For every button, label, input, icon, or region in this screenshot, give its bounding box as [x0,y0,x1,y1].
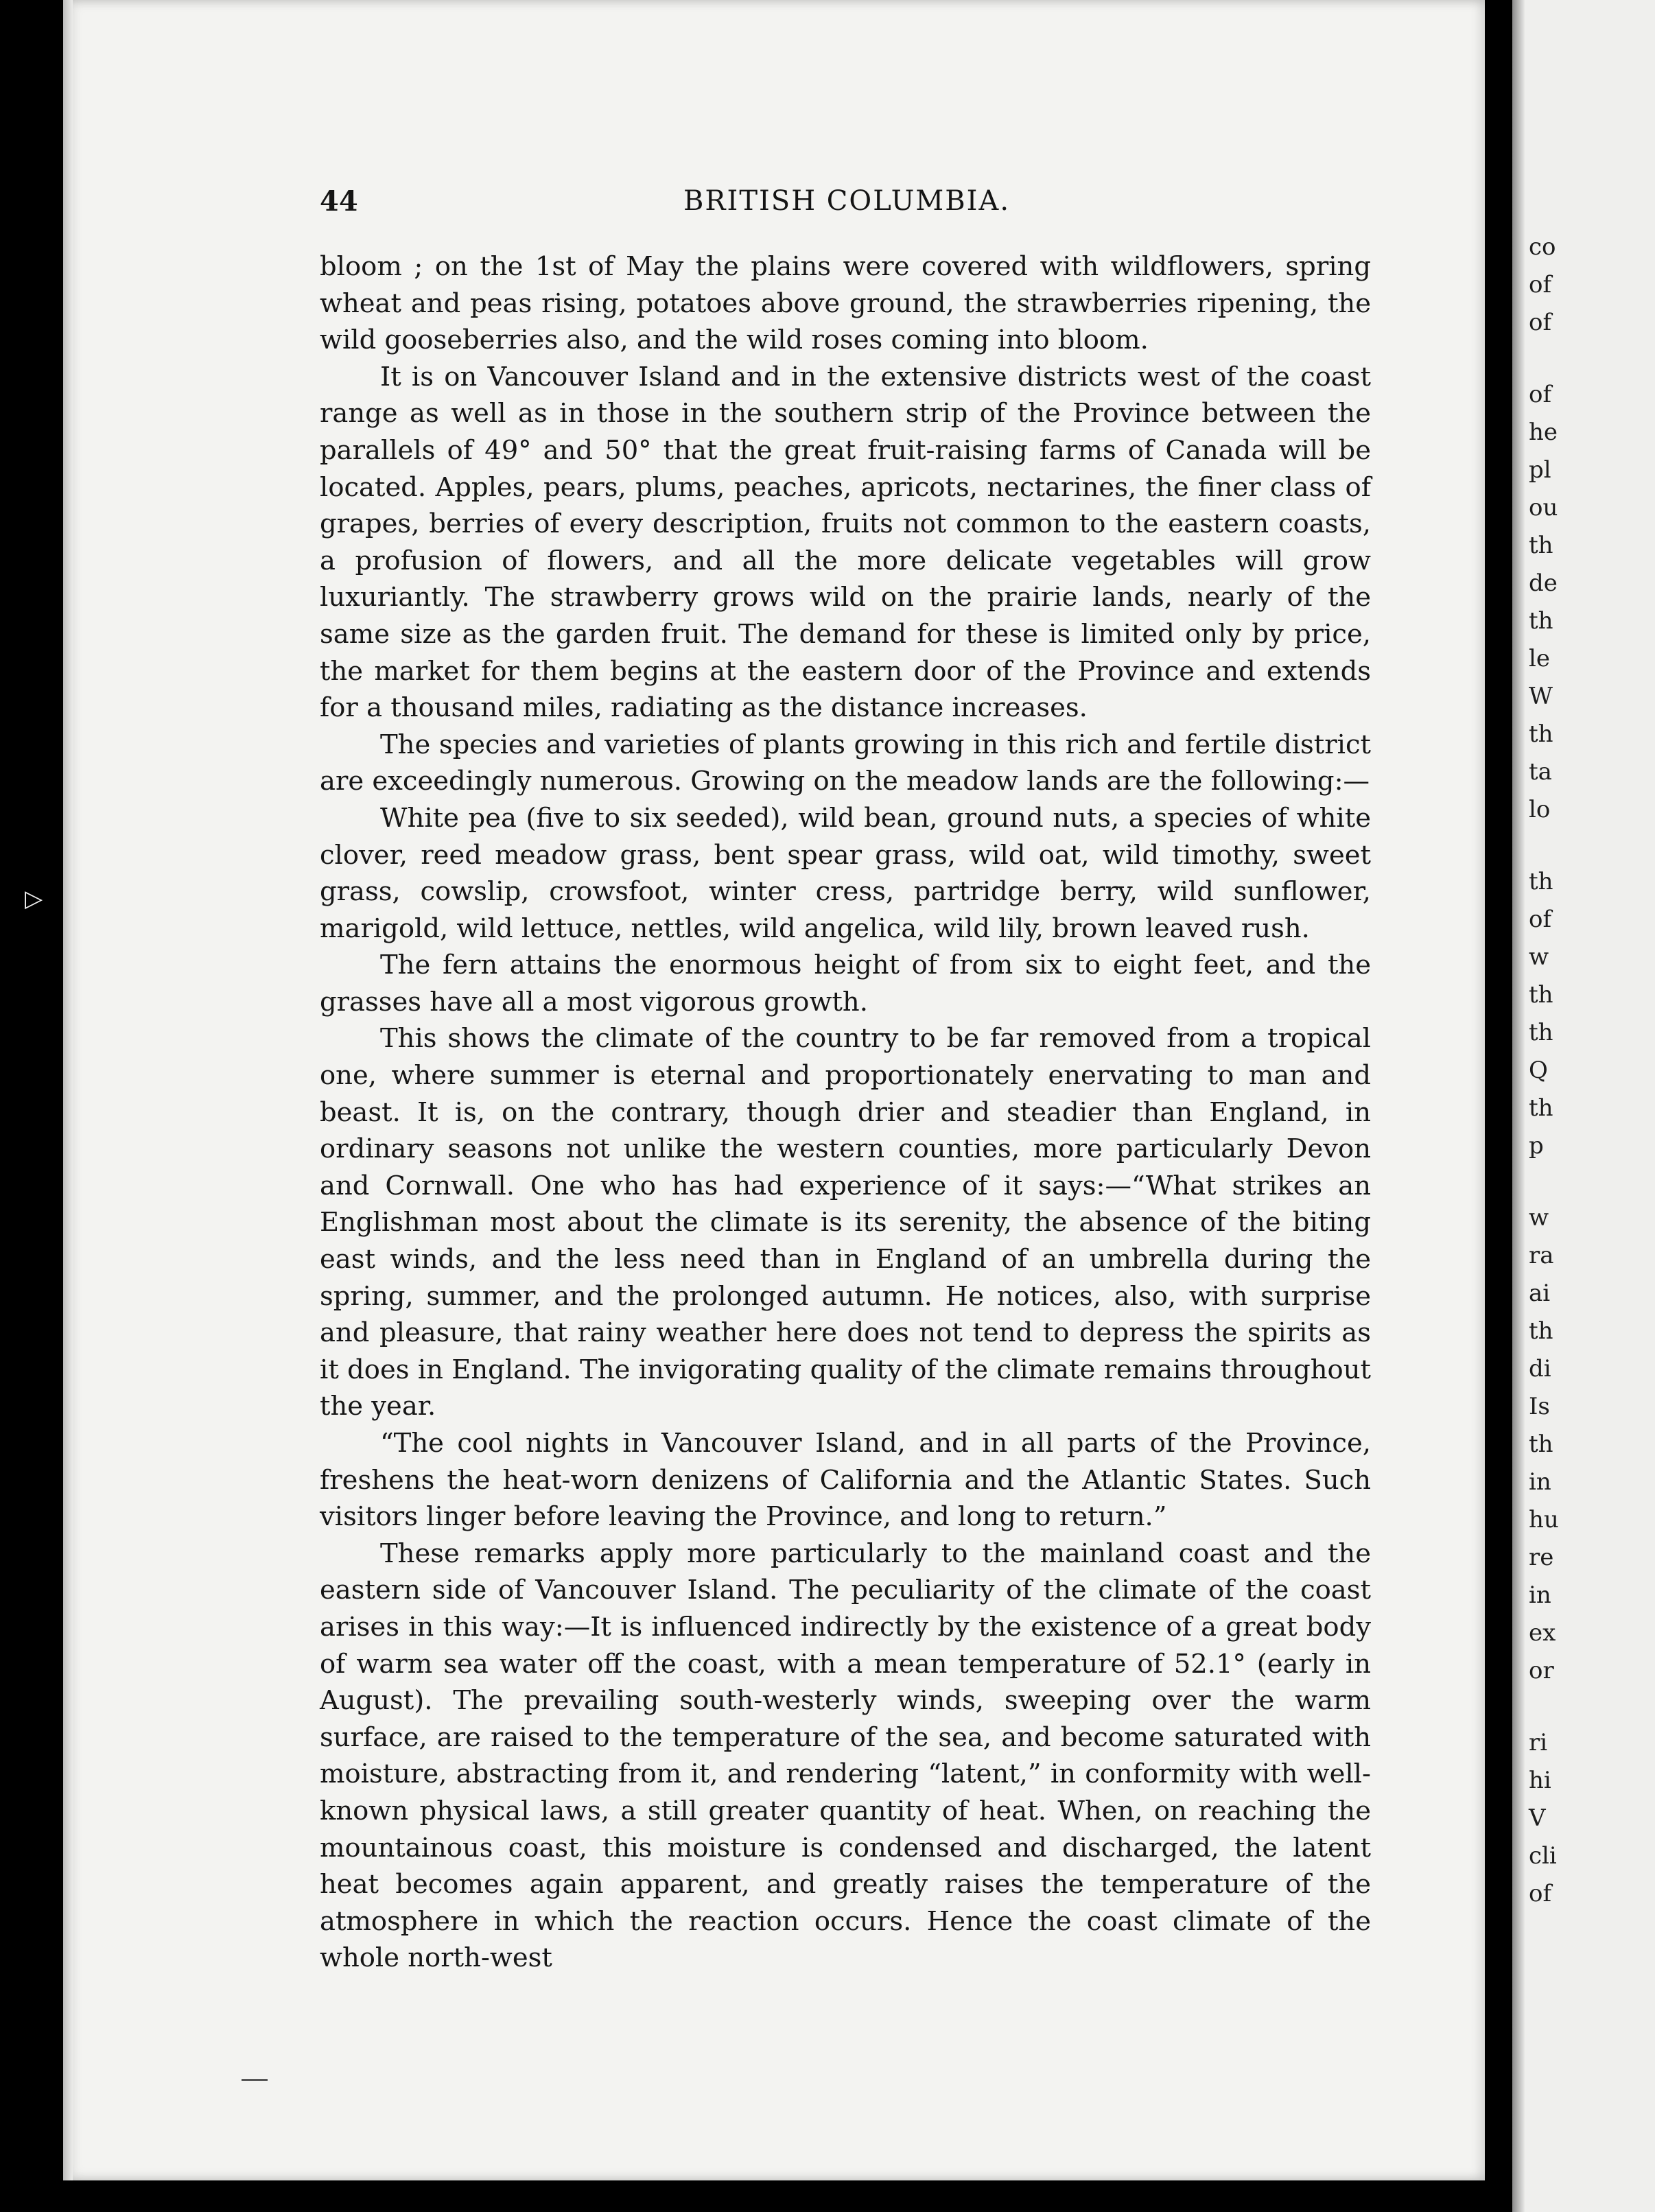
facing-page-fragment: of [1529,906,1552,933]
facing-page-fragment: th [1529,1094,1553,1122]
facing-page-fragment: of [1529,271,1552,298]
book-gutter [1485,0,1512,2212]
facing-page-fragment: ai [1529,1280,1551,1307]
paragraph-text: “The cool nights in Vancouver Island, and in all parts of the Province, freshens the heat-worn denizens of California and the Atlantic States. Such visitors linger before leaving the Province, and long to return.” [320,1428,1371,1533]
facing-page-fragment: di [1529,1355,1551,1382]
facing-page-fragment: cli [1529,1842,1557,1870]
paragraph-text: White pea (five to six seeded), wild bean, ground nuts, a species of white clover, reed meadow grass, bent spear grass, wild oat, wild timothy, sweet grass, cowslip, crowsfoot, winter cress, partridge berry, wild sunflower, marigold, wild lettuce, nettles, wild angelica, wild lily, brown leaved rush. [320,802,1371,944]
facing-page-fragment: ta [1529,758,1552,786]
paragraph-text: bloom ; on the 1st of May the plains were covered with wildflowers, spring wheat and peas rising, potatoes above ground, the strawberries ripening, the wild gooseberries also, and the wild roses coming into bloom. [320,251,1371,356]
paragraph [320,947,1371,1020]
facing-page-fragment: th [1529,1431,1553,1458]
facing-page-fragment: in [1529,1468,1551,1496]
facing-page-fragment: th [1529,607,1553,635]
paragraph [320,359,1371,727]
facing-page-fragment: th [1529,1019,1553,1046]
facing-page-fragment: le [1529,645,1550,672]
facing-page-fragment: V [1529,1804,1546,1832]
paragraph-text: The species and varieties of plants growing in this rich and fertile district are exceedingly numerous. Growing on the meadow lands are the following:— [320,729,1371,797]
body-text [320,248,1371,1977]
facing-page-fragment: co [1529,233,1556,261]
running-title: BRITISH COLUMBIA. [683,185,1011,217]
facing-page-edge [1512,0,1655,2212]
facing-page-fragment: of [1529,1880,1552,1907]
paragraph [320,1425,1371,1536]
facing-page-fragment: lo [1529,796,1551,823]
paragraph [320,1536,1371,1977]
paragraph [320,800,1371,947]
facing-page-fragment: re [1529,1544,1554,1571]
facing-page-fragment: of [1529,309,1552,336]
page-number: 44 [320,185,358,217]
facing-page-fragment: or [1529,1657,1554,1684]
paragraph-text: The fern attains the enormous height of from six to eight feet, and the grasses have all a most vigorous growth. [320,950,1371,1017]
facing-page-fragment: w [1529,943,1549,971]
facing-page-fragment: of [1529,381,1552,408]
facing-page-fragment: in [1529,1581,1551,1609]
paragraph-text: These remarks apply more particularly to the mainland coast and the eastern side of Vancouver Island. The peculiarity of the climate of the coast arises in this way:—It is influenced indirectly by the existence of a great body of warm sea water off the coast, with a mean temperature of 52.1° (early in August). The prevailing south-westerly winds, sweeping over the warm surface, are raised to the temperature of the sea, and become saturated with moisture, abstracting from it, and rendering “latent,” in conformity with well-known physical laws, a still greater quantity of heat. When, on reaching the mountainous coast, this moisture is condensed and discharged, the latent heat becomes again apparent, and greatly raises the temperature of the atmosphere in which the reaction occurs. Hence the coast climate of the whole north-west [320,1538,1371,1974]
facing-page-fragment: ex [1529,1619,1556,1647]
facing-page-fragment: ri [1529,1729,1548,1756]
paragraph-text: It is on Vancouver Island and in the extensive districts west of the coast range as well as in those in the southern strip of the Province between the parallels of 49° and 50° that the great fruit-raising farms of Canada will be located. Apples, pears, plums, peaches, apricots, nectarines, the finer class of grapes, berries of every description, fruits not common to the eastern coasts, a profusion of flowers, and all the more delicate vegetables will grow luxuriantly. The strawberry grows wild on the prairie lands, nearly of the same size as the garden fruit. The demand for these is limited only by price, the market for them begins at the eastern door of the Province and extends for a thousand miles, radiating as the distance increases. [320,361,1371,724]
facing-page-fragment: de [1529,569,1558,597]
facing-page-fragment: th [1529,1317,1553,1345]
facing-page-fragment: W [1529,683,1553,710]
facing-page-fragment: he [1529,419,1558,446]
facing-page-fragment: ra [1529,1242,1554,1269]
facing-page-fragment: ou [1529,494,1558,521]
facing-page-fragment: th [1529,981,1553,1009]
facing-page-fragment: w [1529,1204,1549,1232]
paragraph-continued [320,248,1371,359]
facing-page-fragment: th [1529,720,1553,748]
facing-page-fragment: th [1529,868,1553,895]
facing-page-fragment: th [1529,532,1553,559]
facing-page-fold [1512,0,1525,2212]
page-edge-shadow [63,0,73,2180]
facing-page-fragment: pl [1529,456,1551,484]
paragraph-text: This shows the climate of the country to be far removed from a tropical one, where summer is eternal and proportionately enervating to man and beast. It is, on the contrary, though drier and steadier than England, in ordinary seasons not unlike the western counties, more particularly Devon and Cornwall. One who has had experience of it says:—“What strikes an Englishman most about the climate is its serenity, the absence of the biting east winds, and the less need than in England of an umbrella during the spring, summer, and the prolonged autumn. He notices, also, with surprise and pleasure, that rainy weather here does not tend to depress the spirits as it does in England. The invigorating quality of the climate remains throughout the year. [320,1023,1371,1422]
paragraph [320,1020,1371,1425]
print-mark [242,2079,268,2081]
facing-page-fragment: Q [1529,1057,1548,1084]
facing-page-fragment: Is [1529,1393,1550,1420]
facing-page-fragment: p [1529,1132,1544,1160]
facing-page-fragment: hi [1529,1767,1551,1794]
facing-page-fragment: hu [1529,1506,1559,1533]
paragraph [320,727,1371,800]
margin-arrow-mark: ▷ [25,885,43,913]
page-header [320,185,1376,224]
